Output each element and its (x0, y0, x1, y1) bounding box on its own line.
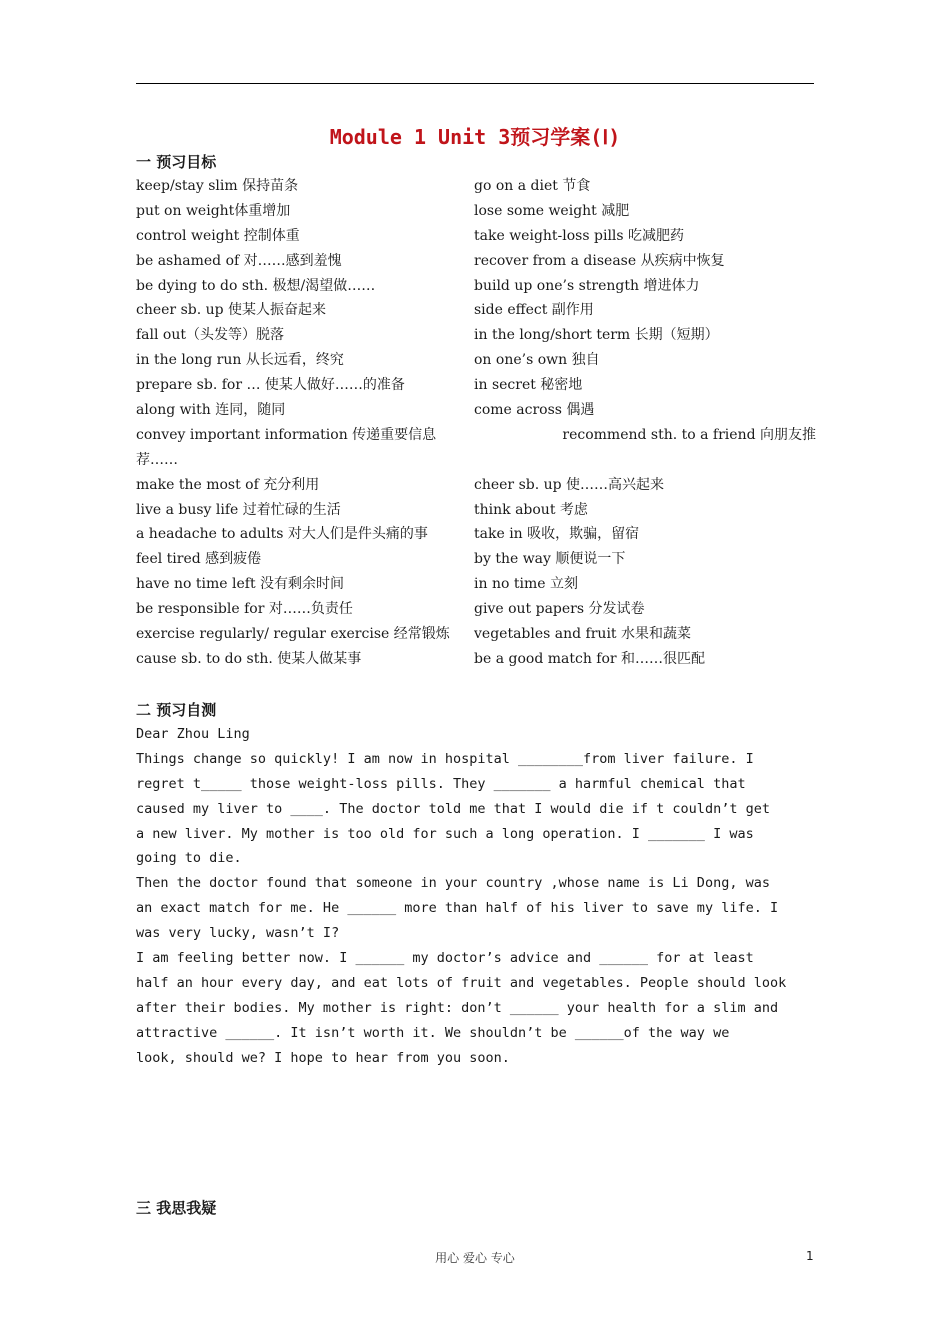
vocab-item: 荐…… (136, 451, 178, 468)
vocab-row (136, 547, 816, 572)
vocab-row (136, 224, 816, 249)
vocab-item: build up one’s strength 增进体力 (474, 277, 700, 294)
passage-line: an exact match for me. He ______ more than half of his liver to save my life. I (136, 900, 779, 917)
section-heading-selftest: 二 预习自测 (136, 701, 217, 719)
page-number: 1 (806, 1249, 814, 1263)
vocab-row (136, 298, 816, 323)
vocab-item: prepare sb. for … 使某人做好……的准备 (136, 377, 405, 394)
passage (136, 722, 812, 1070)
vocab-item: cause sb. to do sth. 使某人做某事 (136, 650, 362, 667)
vocab-row (136, 498, 816, 523)
vocab-item: be ashamed of 对……感到羞愧 (136, 252, 342, 269)
vocab-row (136, 647, 816, 672)
vocab-item: lose some weight 减肥 (474, 202, 630, 219)
vocab-row-wide (136, 423, 816, 448)
vocab-item: convey important information 传递重要信息 (136, 426, 437, 443)
vocab-row (136, 249, 816, 274)
footer-text: 用心 爱心 专心 (435, 1251, 515, 1265)
vocab-item: control weight 控制体重 (136, 227, 300, 244)
header-rule (136, 83, 814, 84)
vocab-item: think about 考虑 (474, 501, 588, 518)
vocab-item: side effect 副作用 (474, 302, 594, 319)
vocab-item: go on a diet 节食 (474, 178, 591, 194)
passage-line: half an hour every day, and eat lots of fruit and vegetables. People should look (136, 974, 787, 991)
vocab-item: in the long run 从长远看，终究 (136, 352, 344, 369)
vocab-row (136, 373, 816, 398)
vocab-item: be a good match for 和……很匹配 (474, 650, 706, 667)
passage-line: after their bodies. My mother is right: don’t ______ your health for a slim and (136, 999, 779, 1016)
vocab-row (136, 622, 816, 647)
vocab-item: in secret 秘密地 (474, 377, 583, 394)
passage-line: Things change so quickly! I am now in hospital ________from liver failure. I (136, 750, 754, 767)
passage-line: Then the doctor found that someone in your country ,whose name is Li Dong, was (136, 875, 770, 892)
vocab-item: make the most of 充分利用 (136, 476, 320, 493)
vocab-item: by the way 顺便说一下 (474, 551, 626, 568)
vocab-item: have no time left 没有剩余时间 (136, 576, 345, 593)
vocab-item: give out papers 分发试卷 (474, 601, 645, 618)
vocab-item: vegetables and fruit 水果和蔬菜 (474, 626, 691, 643)
vocab-item: on one’s own 独自 (474, 352, 600, 369)
vocab-item: take weight-loss pills 吃减肥药 (474, 227, 685, 244)
vocab-item: fall out（头发等）脱落 (136, 327, 285, 344)
vocab-row (136, 572, 816, 597)
vocab-item: a headache to adults 对大人们是件头痛的事 (136, 526, 428, 543)
vocab-row (136, 597, 816, 622)
passage-line: going to die. (136, 850, 242, 867)
passage-line: was very lucky, wasn’t I? (136, 925, 340, 942)
vocab-item: take in 吸收，欺骗，留宿 (474, 526, 640, 543)
vocab-row (136, 398, 816, 423)
vocab-row-continuation (136, 448, 816, 473)
passage-line: Dear Zhou Ling (136, 726, 250, 742)
vocab-item: feel tired 感到疲倦 (136, 551, 262, 568)
vocab-item: be responsible for 对……负责任 (136, 601, 353, 618)
vocab-row (136, 174, 816, 199)
section-heading-questions: 三 我思我疑 (136, 1199, 217, 1217)
vocab-item: cheer sb. up 使某人振奋起来 (136, 302, 327, 319)
vocab-item: in the long/short term 长期（短期） (474, 327, 719, 344)
vocab-item: in no time 立刻 (474, 576, 578, 593)
vocab-row (136, 348, 816, 373)
passage-line: I am feeling better now. I ______ my doctor’s advice and ______ for at least (136, 950, 754, 967)
vocab-item: recommend sth. to a friend 向朋友推 (562, 426, 816, 443)
vocab-item: come across 偶遇 (474, 402, 595, 419)
vocab-item: be dying to do sth. 极想/渴望做…… (136, 277, 376, 294)
vocab-item: exercise regularly/ regular exercise 经常锻炼 (136, 626, 450, 643)
vocab-item: along with 连同，随同 (136, 402, 286, 419)
vocab-item: put on weight体重增加 (136, 202, 291, 219)
passage-line: a new liver. My mother is too old for such a long operation. I _______ I was (136, 825, 754, 842)
vocab-row (136, 522, 816, 547)
page-title: Module 1 Unit 3预习学案(Ⅰ) (329, 125, 621, 149)
section-heading-goals: 一 预习目标 (136, 153, 217, 171)
vocab-item: recover from a disease 从疾病中恢复 (474, 252, 725, 269)
vocab-item: live a busy life 过着忙碌的生活 (136, 501, 341, 518)
vocab-item: keep/stay slim 保持苗条 (136, 178, 299, 194)
passage-line: attractive ______. It isn’t worth it. We shouldn’t be ______of the way we (136, 1024, 730, 1041)
passage-line: look, should we? I hope to hear from you soon. (136, 1049, 510, 1066)
vocab-row (136, 473, 816, 498)
vocab-row (136, 199, 816, 224)
passage-line: regret t_____ those weight-loss pills. They _______ a harmful chemical that (136, 775, 746, 792)
vocab-row (136, 274, 816, 299)
passage-line: caused my liver to ____. The doctor told me that I would die if t couldn’t get (136, 800, 770, 817)
vocab-list (136, 174, 816, 672)
vocab-item: cheer sb. up 使……高兴起来 (474, 476, 665, 493)
vocab-row (136, 323, 816, 348)
